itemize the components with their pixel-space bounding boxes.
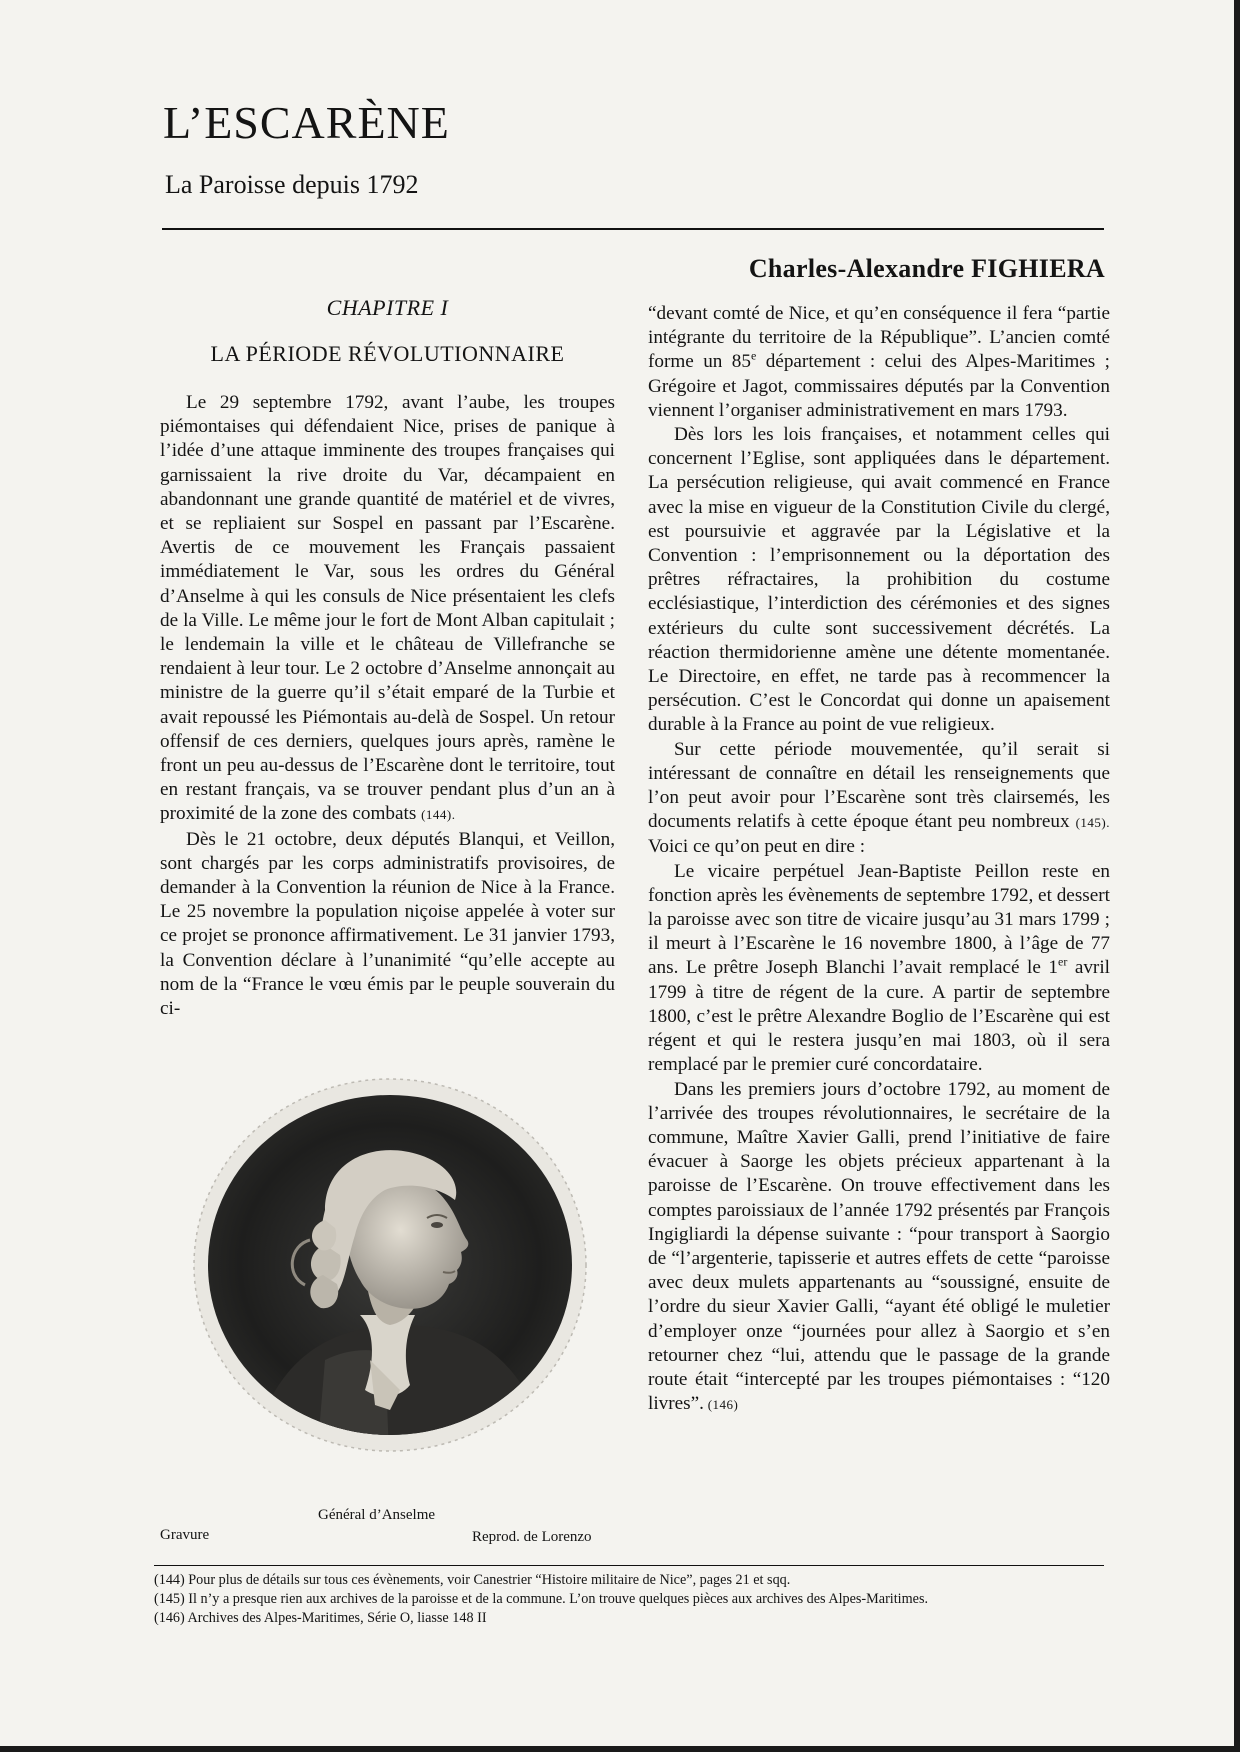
paragraph-text: “devant comté de Nice, et qu’en conséquence il fera “partie intégrante du territoire de la République”. L’ancien comté forme un 85 (648, 303, 1110, 373)
ordinal-superscript: er (1058, 955, 1068, 970)
footnote-rule (154, 1565, 1104, 1566)
paragraph-text: Dès le 21 octobre, deux députés Blanqui, et Veillon, sont chargés par les corps administratifs provisoires, de demander à la Convention la réunion de Nice à la France. Le 25 novembre la population niçoise appelée à voter sur ce projet se prononce affirmativement. Le 31 janvier 1793, la Convention déclare à l’unanimité “qu’elle accepte au nom de la “France le vœu émis par le peuple souverain du ci- (160, 828, 615, 1020)
chapter-heading: LA PÉRIODE RÉVOLUTIONNAIRE (210, 341, 565, 366)
portrait-caption-title: Général d’Anselme (318, 1507, 436, 1523)
portrait-engraving (175, 1060, 605, 1480)
page-edge (1234, 0, 1240, 1752)
portrait-image (175, 1060, 605, 1480)
header-rule (162, 228, 1104, 230)
paragraph-text: avril 1799 à titre de régent de la cure. A partir de septembre 1800, c’est le prêtre Alexandre Boglio de l’Escarène qui est régent et qui le restera jusqu’en mai 1803, où il sera remplacé par le premier curé concordataire. (648, 957, 1110, 1076)
footnote-146: (146) Archives des Alpes-Maritimes, Série O, liasse 148 II (154, 1610, 487, 1626)
paragraph-text: Voici ce qu’on peut en dire : (648, 836, 866, 858)
footnote-144: (144) Pour plus de détails sur tous ces évènements, voir Canestrier “Histoire militaire de Nice”, pages 21 et sqq. (154, 1572, 791, 1588)
right-paragraph-3 (648, 738, 1110, 860)
footnote-ref: (146) (703, 1397, 739, 1413)
paragraph-text: département : celui des Alpes-Maritimes ; Grégoire et Jagot, commissaires députés par la Convention viennent l’organiser administrativement en mars 1793. (648, 351, 1110, 421)
left-paragraph-2 (160, 828, 615, 1022)
ordinal-superscript: e (750, 349, 757, 364)
portrait-caption-credit-right: Reprod. de Lorenzo (472, 1529, 592, 1545)
author-name: Charles-Alexandre FIGHIERA (748, 254, 1105, 283)
footnotes (154, 1571, 1104, 1628)
article-subtitle: La Paroisse depuis 1792 (165, 170, 419, 199)
footnote-ref: (145). (1075, 815, 1110, 831)
page-bottom-edge (0, 1746, 1240, 1752)
right-paragraph-4 (648, 860, 1110, 1078)
right-paragraph-5 (648, 1078, 1110, 1418)
paragraph-text: Le vicaire perpétuel Jean-Baptiste Peillon reste en fonction après les évènements de septembre 1792, et dessert la paroisse avec son titre de vicaire jusqu’au 31 mars 1799 ; il meurt à l’Escarène le 16 novembre 1800, à l’âge de 77 ans. Le prêtre Joseph Blanchi l’avait remplacé le 1 (648, 860, 1110, 979)
paragraph-text: Sur cette période mouvementée, qu’il serait si intéressant de connaître en détail les renseignements que l’on peut avoir pour l’Escarène sont très clairsemés, les documents relatifs à cette époque étant peu nombreux (648, 738, 1110, 833)
article-title: L’ESCARÈNE (163, 97, 450, 148)
footnote-ref: (144). (421, 807, 456, 823)
right-paragraph-1 (648, 302, 1110, 423)
chapter-number: CHAPITRE I (326, 295, 449, 320)
right-column (648, 302, 1110, 1417)
left-paragraph-1 (160, 391, 615, 828)
paragraph-text: Dès lors les lois françaises, et notamment celles qui concernent l’Eglise, sont appliquées dans le département. La persécution religieuse, qui avait commencé en France avec la mise en vigueur de la Constitution Civile du clergé, est poursuivie et aggravée par la Législative et la Convention : l’emprisonnement ou la déportation des prêtres réfractaires, la prohibition du costume ecclésiastique, l’interdiction des cérémonies et des signes extérieurs du culte sont successivement décrétés. La réaction thermidorienne amène une détente momentanée. Le Directoire, en effet, ne tarde pas à recommencer la persécution. C’est le Concordat qui donne un apaisement durable à la France au point de vue religieux. (648, 424, 1110, 736)
footnote-145: (145) Il n’y a presque rien aux archives de la paroisse et de la commune. L’on trouve quelques pièces aux archives des Alpes-Maritimes. (154, 1591, 929, 1607)
left-column (160, 295, 615, 1021)
portrait-caption-credit-left: Gravure (160, 1527, 210, 1543)
right-paragraph-2 (648, 423, 1110, 738)
paragraph-text: Dans les premiers jours d’octobre 1792, au moment de l’arrivée des troupes révolutionnaires, le secrétaire de la commune, Maître Xavier Galli, prend l’initiative de faire évacuer à Saorge les objets précieux appartenant à la paroisse de l’Escarène. On trouve effectivement dans les comptes paroissiaux de l’année 1792 présentés par François Ingigliardi la dépense suivante : “pour transport à Saorgio de “l’argenterie, tapisserie et autres effets de cette “paroisse avec deux mulets appartenants au “soussigné, ensuite de l’ordre du sieur Xavier Galli, “ayant été obligé le muletier d’employer onze “journées pour allez à Saorgio et s’en retourner chez “lui, attendu que le passage de la grande route était “intercepté par les troupes piémontaises : “120 livres”. (648, 1078, 1110, 1415)
paragraph-text: Le 29 septembre 1792, avant l’aube, les troupes piémontaises qui défendaient Nice, prises de panique à l’idée d’une attaque imminente des troupes françaises qui garnissaient la rive droite du Var, décampaient en abandonnant une grande quantité de matériel et de vivres, et se repliaient sur Sospel en passant par l’Escarène. Avertis de ce mouvement les Français passaient immédiatement le Var, sous les ordres du Général d’Anselme à qui les consuls de Nice présentaient les clefs de la Ville. Le même jour le fort de Mont Alban capitulait ; le lendemain la ville et le château de Villefranche se rendaient à leur tour. Le 2 octobre d’Anselme annonçait au ministre de la guerre qu’il s’était emparé de la Turbie et avait repoussé les Piémontais au-delà de Sospel. Un retour offensif de ces derniers, quelques jours après, ramène le front un peu au-dessus de l’Escarène dont le territoire, tout en restant français, va se trouver pendant plus d’un an à proximité de la zone des combats (160, 392, 615, 825)
